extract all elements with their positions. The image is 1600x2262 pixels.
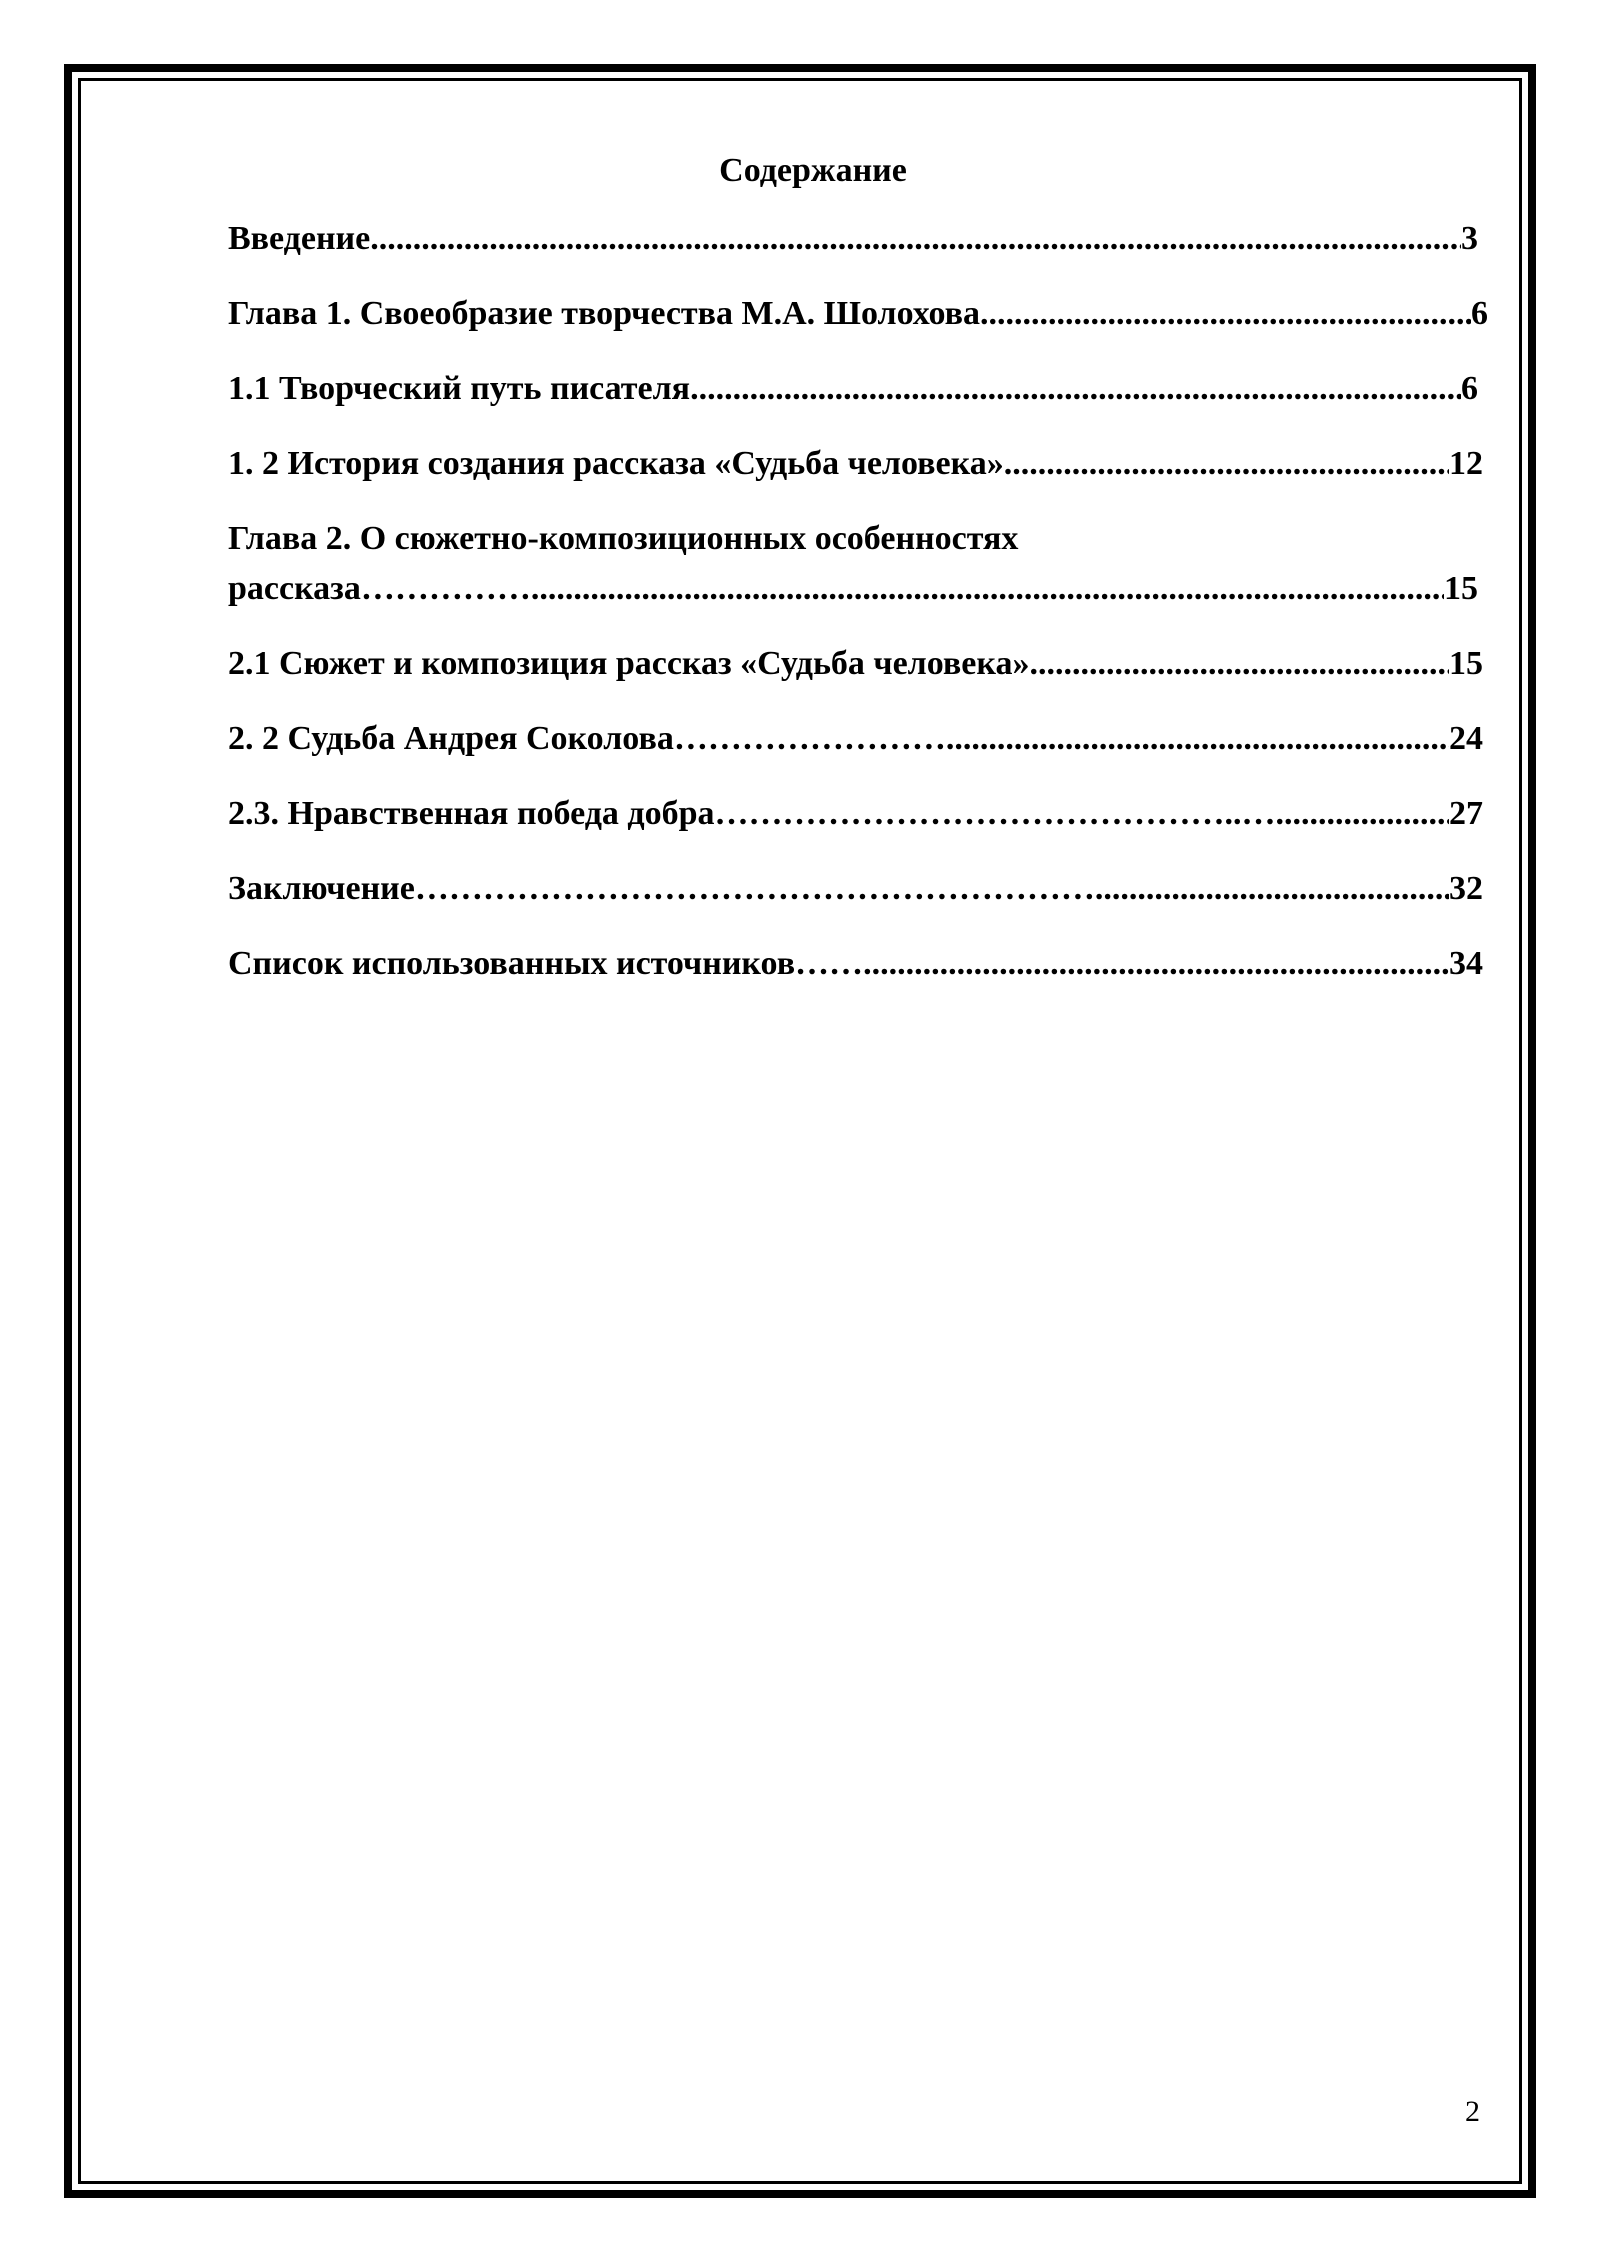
toc-entry-label: рассказа…………… [228,570,531,607]
toc-leader-dots [1276,789,1449,839]
toc-entry-page: 6 [1471,295,1488,332]
toc-entry-label: Глава 1. Своеобразие творчества М.А. Шолохова [228,295,980,332]
toc-entry-page: 3 [1461,220,1478,257]
toc-entry-label: 1. 2 История создания рассказа «Судьба человека» [228,445,1004,482]
toc-entry-section-2-2[interactable] [228,714,1483,764]
toc-leader-dots [863,939,1449,989]
toc-leader-dots [690,364,1461,414]
toc-entry-page: 15 [1449,645,1483,682]
toc-entry-page: 27 [1449,795,1483,832]
toc-entry-page: 32 [1449,870,1483,907]
toc-entry-references[interactable] [228,939,1483,989]
toc-entry-introduction[interactable] [228,214,1478,264]
toc-entry-chapter-2[interactable] [228,514,1478,614]
toc-leader-dots [1029,639,1449,689]
toc-leader-dots [980,289,1471,339]
toc-entry-label: Заключение…………………………………………………… [228,870,1095,907]
toc-entry-page: 15 [1444,570,1478,607]
toc-entry-conclusion[interactable] [228,864,1483,914]
toc-entry-page: 34 [1449,945,1483,982]
toc-entry-page: 6 [1461,370,1478,407]
toc-leader-dots [370,214,1461,264]
toc-entry-chapter-1[interactable] [228,289,1488,339]
toc-entry-label: Введение [228,220,371,257]
toc-entry-page: 12 [1449,445,1483,482]
toc-leader-dots [1004,439,1449,489]
toc-leader-dots [531,564,1444,614]
toc-entry-label: 2.1 Сюжет и композиция рассказ «Судьба человека» [228,645,1030,682]
toc-title: Содержание [719,152,907,189]
toc-entry-label-line1: Глава 2. О сюжетно-композиционных особенностях [228,520,1019,557]
page-number: 2 [1465,2095,1480,2128]
toc-entry-label: 1.1 Творческий путь писателя [228,370,691,407]
toc-entry-section-1-1[interactable] [228,364,1478,414]
toc-entry-label: 2.3. Нравственная победа добра………………………………………..… [228,795,1276,832]
toc-entry-line2 [228,564,1478,614]
toc-entry-page: 24 [1449,720,1483,757]
toc-leader-dots [1095,864,1449,914]
table-of-contents [228,140,1488,1014]
toc-entry-label: Список использованных источников…… [228,945,864,982]
toc-entry-section-2-3[interactable] [228,789,1483,839]
toc-leader-dots [946,714,1449,764]
toc-entry-label: 2. 2 Судьба Андрея Соколова…………………… [228,720,946,757]
toc-entry-section-1-2[interactable] [228,439,1483,489]
toc-entry-section-2-1[interactable] [228,639,1483,689]
